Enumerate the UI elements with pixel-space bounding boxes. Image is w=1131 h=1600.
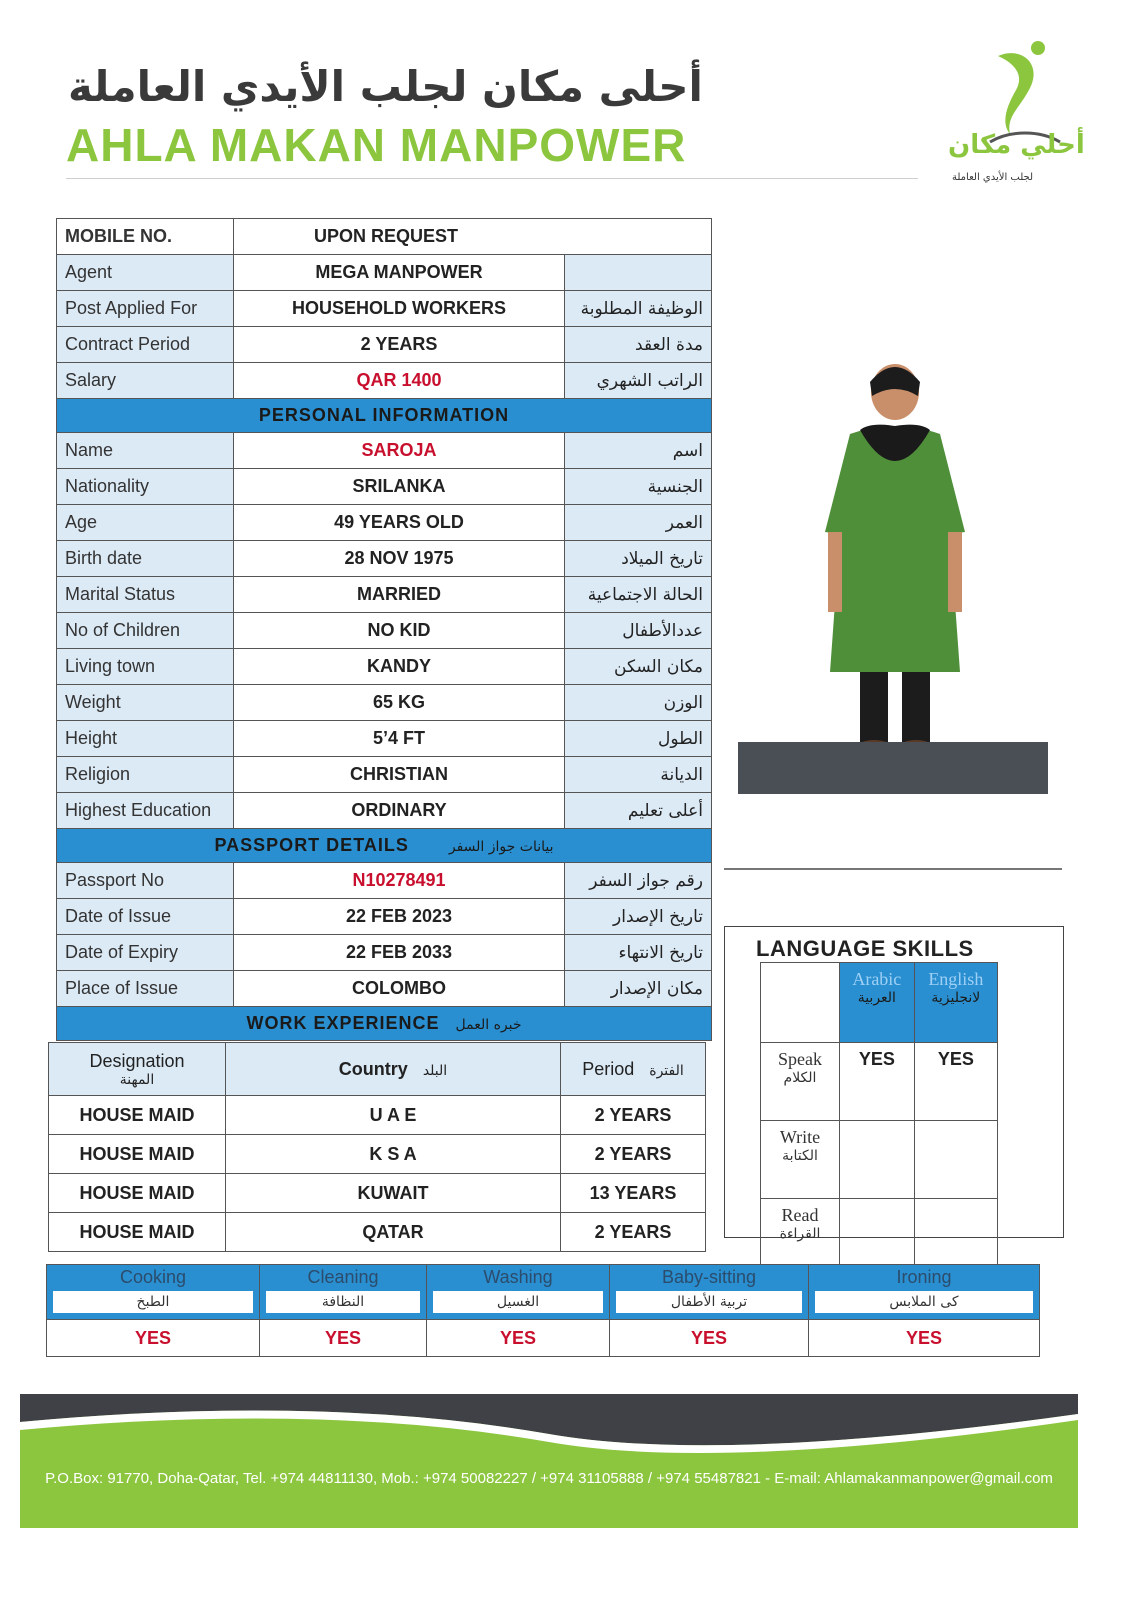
info-value: ORDINARY [234,793,565,829]
skill-value: YES [427,1320,610,1357]
section-header-work [57,1007,712,1041]
info-label: Agent [57,255,234,291]
candidate-info-table [56,218,712,1041]
section-title [57,1007,712,1041]
designation-header-label: Designation [89,1050,185,1071]
designation-cell: HOUSE MAID [49,1135,226,1174]
country-cell: KUWAIT [226,1174,561,1213]
table-header-row [761,963,998,1043]
info-value: 22 FEB 2023 [234,899,565,935]
info-label-arabic: الحالة الاجتماعية [565,577,712,613]
skill-name: Baby-sitting [610,1265,808,1289]
salary-value: QAR 1400 [234,363,565,399]
skill-name: Washing [427,1265,609,1289]
period-cell: 2 YEARS [561,1213,706,1252]
period-header-arabic: الفترة [649,1062,684,1079]
section-header-personal [57,399,712,433]
skill-label-english: Write [779,1127,821,1147]
info-value: 28 NOV 1975 [234,541,565,577]
info-value: NO KID [234,613,565,649]
country-header [226,1043,561,1096]
info-label: Birth date [57,541,234,577]
section-title-english: PASSPORT DETAILS [214,835,409,855]
info-value: UPON REQUEST [234,219,712,255]
footer-wave [20,1394,1078,1454]
skill-name-arabic: تربية الأطفال [616,1291,802,1313]
period-cell: 2 YEARS [561,1135,706,1174]
english-level: YES [914,1043,997,1121]
table-row [57,255,712,291]
info-value: 22 FEB 2033 [234,935,565,971]
info-value: SRILANKA [234,469,565,505]
info-value: HOUSEHOLD WORKERS [234,291,565,327]
country-header-label: Country [338,1058,408,1079]
info-label-arabic [565,255,712,291]
skill-value: YES [260,1320,427,1357]
name-value: SAROJA [234,433,565,469]
empty-header-cell [761,963,840,1043]
skill-name: Ironing [809,1265,1039,1289]
designation-cell: HOUSE MAID [49,1096,226,1135]
info-label-arabic: أعلى تعليم [565,793,712,829]
section-title-arabic: بيانات جواز السفر [448,839,554,855]
passport-number-value: N10278491 [234,863,565,899]
table-row [49,1135,706,1174]
info-label-arabic: الوزن [565,685,712,721]
section-title-arabic: خبره العمل [455,1017,522,1033]
english-level [914,1121,997,1199]
info-value: COLOMBO [234,971,565,1007]
work-experience-table [48,1042,706,1252]
country-cell: U A E [226,1096,561,1135]
english-header-arabic: لانجليزية [931,990,981,1006]
household-skills-table [46,1264,1040,1357]
period-cell: 2 YEARS [561,1096,706,1135]
info-label: No of Children [57,613,234,649]
info-label: Weight [57,685,234,721]
language-skills-table [760,962,998,1277]
info-label-arabic: العمر [565,505,712,541]
skill-values-row [47,1320,1040,1357]
info-label-arabic: مدة العقد [565,327,712,363]
table-row [49,1096,706,1135]
info-label: Name [57,433,234,469]
section-title: PERSONAL INFORMATION [57,399,712,433]
skill-header [610,1265,809,1320]
table-row [57,971,712,1007]
info-label-arabic: تاريخ الإصدار [565,899,712,935]
info-label-arabic: تاريخ الميلاد [565,541,712,577]
skill-value: YES [610,1320,809,1357]
info-value: KANDY [234,649,565,685]
info-label-arabic: الجنسية [565,469,712,505]
table-row [57,433,712,469]
english-header-label: English [928,969,984,989]
skill-header [427,1265,610,1320]
info-label: Living town [57,649,234,685]
table-header-row [47,1265,1040,1320]
skill-label-arabic: الكتابة [782,1148,818,1164]
candidate-photo [800,352,990,772]
skill-header [809,1265,1040,1320]
table-row [761,1043,998,1121]
english-header [914,963,997,1043]
info-value: 2 YEARS [234,327,565,363]
info-label: Age [57,505,234,541]
arabic-level: YES [840,1043,915,1121]
info-label: Marital Status [57,577,234,613]
country-header-arabic: البلد [422,1062,448,1079]
table-row [57,541,712,577]
table-row [49,1174,706,1213]
info-label: Passport No [57,863,234,899]
info-label-arabic: عددالأطفال [565,613,712,649]
table-row [57,721,712,757]
info-label-arabic: تاريخ الانتهاء [565,935,712,971]
logo-text: أحلي مكان [948,130,1085,160]
skill-name-arabic: الطبخ [53,1291,253,1313]
table-row [57,899,712,935]
info-value: CHRISTIAN [234,757,565,793]
info-label-arabic: الطول [565,721,712,757]
info-label-arabic: مكان السكن [565,649,712,685]
skill-label-english: Read [781,1205,819,1225]
company-name-arabic: أحلى مكان لجلب الأيدي العاملة [68,62,703,111]
arabic-header-arabic: العربية [857,990,896,1006]
info-label-arabic: الوظيفة المطلوبة [565,291,712,327]
skill-value: YES [47,1320,260,1357]
info-label-arabic: مكان الإصدار [565,971,712,1007]
info-label: MOBILE NO. [57,219,234,255]
info-value: 65 KG [234,685,565,721]
table-row [49,1213,706,1252]
photo-divider [724,868,1062,870]
period-header [561,1043,706,1096]
skill-label-english: Speak [778,1049,822,1069]
designation-cell: HOUSE MAID [49,1174,226,1213]
info-label: Highest Education [57,793,234,829]
skill-name-arabic: النظافة [266,1291,420,1313]
designation-header-arabic: المهنة [119,1071,155,1088]
table-header-row [49,1043,706,1096]
designation-header [49,1043,226,1096]
arabic-header-label: Arabic [852,969,902,989]
skill-label [761,1121,840,1199]
company-name-english: AHLA MAKAN MANPOWER [66,119,687,171]
company-logo-icon [950,38,1100,188]
table-row [761,1121,998,1199]
language-skills-title: LANGUAGE SKILLS [756,936,974,961]
header-divider [66,178,918,179]
info-label-arabic: الديانة [565,757,712,793]
table-row [57,863,712,899]
info-label-arabic: اسم [565,433,712,469]
skill-header [260,1265,427,1320]
info-label: Nationality [57,469,234,505]
table-row [57,685,712,721]
info-label: Religion [57,757,234,793]
period-cell: 13 YEARS [561,1174,706,1213]
table-row [57,219,712,255]
period-header-label: Period [582,1058,635,1079]
designation-cell: HOUSE MAID [49,1213,226,1252]
table-row [57,649,712,685]
skill-label [761,1043,840,1121]
info-label: Salary [57,363,234,399]
skill-value: YES [809,1320,1040,1357]
table-row [57,291,712,327]
arabic-header [840,963,915,1043]
info-value: MEGA MANPOWER [234,255,565,291]
info-value: 49 YEARS OLD [234,505,565,541]
skill-name-arabic: الغسيل [433,1291,603,1313]
section-title-english: WORK EXPERIENCE [246,1013,440,1033]
info-value: MARRIED [234,577,565,613]
info-label: Contract Period [57,327,234,363]
footer-contact-text: P.O.Box: 91770, Doha-Qatar, Tel. +974 44811130, Mob.: +974 50082227 / +974 31105888 / +974 55487821 - E-mail: Ahlamakanmanpower@gmail.com [45,1470,1053,1487]
table-row [57,469,712,505]
section-title [57,829,712,863]
info-label: Date of Expiry [57,935,234,971]
table-row [57,935,712,971]
table-row [57,505,712,541]
photo-floor [738,742,1048,794]
table-row [57,577,712,613]
skill-label-arabic: الكلام [783,1070,817,1086]
info-label: Date of Issue [57,899,234,935]
info-label-arabic: الراتب الشهري [565,363,712,399]
skill-name: Cleaning [260,1265,426,1289]
country-cell: QATAR [226,1213,561,1252]
section-header-passport [57,829,712,863]
info-label-arabic: رقم جواز السفر [565,863,712,899]
table-row [57,363,712,399]
country-cell: K S A [226,1135,561,1174]
skill-header [47,1265,260,1320]
info-value: 5’4 FT [234,721,565,757]
table-row [57,757,712,793]
info-label: Post Applied For [57,291,234,327]
table-row [57,793,712,829]
skill-label-arabic: القراءة [779,1226,821,1242]
skill-name: Cooking [47,1265,259,1289]
skill-name-arabic: كى الملابس [815,1291,1033,1313]
logo-subtext: لجلب الأيدي العاملة [952,172,1034,183]
table-row [57,613,712,649]
info-label: Place of Issue [57,971,234,1007]
table-row [57,327,712,363]
arabic-level [840,1121,915,1199]
info-label: Height [57,721,234,757]
